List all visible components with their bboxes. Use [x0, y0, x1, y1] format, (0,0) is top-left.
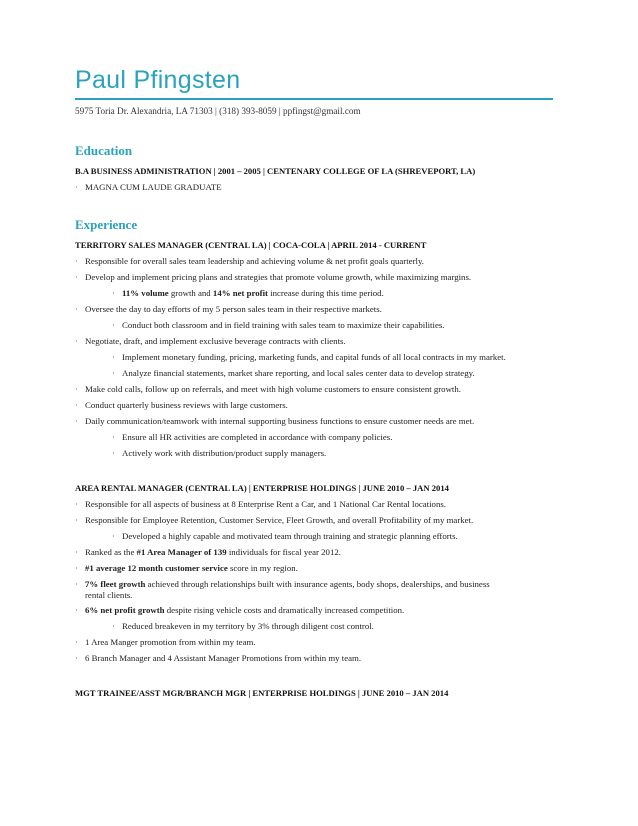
experience-heading: Experience — [75, 217, 138, 232]
list-item: · #1 average 12 month customer service score in my region. — [75, 563, 298, 573]
honor-text: MAGNA CUM LAUDE GRADUATE — [85, 182, 222, 192]
job-title-2: AREA RENTAL MANAGER (CENTRAL LA) | ENTERPRISE HOLDINGS | JUNE 2010 – JAN 2014 — [75, 483, 449, 493]
contact-line: 5975 Toria Dr. Alexandria, LA 71303 | (318) 393-8059 | ppfingst@gmail.com — [75, 106, 361, 116]
job-title-3: MGT TRAINEE/ASST MGR/BRANCH MGR | ENTERPRISE HOLDINGS | JUNE 2010 – JAN 2014 — [75, 688, 449, 698]
list-item: · Responsible for overall sales team leadership and achieving volume & net profit goals quarterly. — [75, 256, 424, 266]
sub-list-item: · Developed a highly capable and motivated team through training and strategic planning efforts. — [112, 531, 458, 541]
list-item: · Responsible for Employee Retention, Customer Service, Fleet Growth, and overall Profitability of my market. — [75, 515, 474, 525]
list-item: · MAGNA CUM LAUDE GRADUATE — [75, 182, 222, 192]
list-item: · Negotiate, draft, and implement exclusive beverage contracts with clients. — [75, 336, 346, 346]
sub-list-item: · Analyze financial statements, market share reporting, and local sales center data to develop strategy. — [112, 368, 475, 378]
sub-list-item: · 11% volume growth and 14% net profit increase during this time period. — [112, 288, 384, 298]
sub-list-item: · Conduct both classroom and in field training with sales team to maximize their capabilities. — [112, 320, 445, 330]
sub-list-item: · Implement monetary funding, pricing, marketing funds, and capital funds of all local contracts in my market. — [112, 352, 506, 362]
header-divider — [75, 98, 553, 100]
job-title-1: TERRITORY SALES MANAGER (CENTRAL LA) | COCA-COLA | APRIL 2014 - CURRENT — [75, 240, 427, 250]
list-item: · 6 Branch Manager and 4 Assistant Manager Promotions from within my team. — [75, 653, 362, 663]
list-item: · Make cold calls, follow up on referrals, and meet with high volume customers to ensure consistent growth. — [75, 384, 461, 394]
list-item: · 6% net profit growth despite rising vehicle costs and dramatically increased competition. — [75, 605, 405, 615]
list-item: · Conduct quarterly business reviews with large customers. — [75, 400, 288, 410]
degree-line: B.A BUSINESS ADMINISTRATION | 2001 – 2005 | CENTENARY COLLEGE OF LA (SHREVEPORT, LA) — [75, 166, 476, 176]
list-item: · Responsible for all aspects of business at 8 Enterprise Rent a Car, and 1 National Car Rental locations. — [75, 499, 446, 509]
list-item: · Ranked as the #1 Area Manager of 139 individuals for fiscal year 2012. — [75, 547, 341, 557]
sub-list-item: · Ensure all HR activities are completed in accordance with company policies. — [112, 432, 393, 442]
list-item: · 1 Area Manger promotion from within my team. — [75, 637, 256, 647]
list-item: · Daily communication/teamwork with internal supporting business functions to ensure customer needs are met. — [75, 416, 475, 426]
candidate-name: Paul Pfingsten — [75, 66, 241, 94]
list-item: · Oversee the day to day efforts of my 5 person sales team in their respective markets. — [75, 304, 382, 314]
sub-list-item: · Actively work with distribution/product supply managers. — [112, 448, 327, 458]
list-item: · 7% fleet growth achieved through relationships built with insurance agents, body shops, dealerships, and business rental clients. — [75, 579, 490, 600]
education-heading: Education — [75, 143, 133, 158]
list-item: · Develop and implement pricing plans and strategies that promote volume growth, while maximizing margins. — [75, 272, 472, 282]
sub-list-item: · Reduced breakeven in my territory by 3% through diligent cost control. — [112, 621, 374, 631]
